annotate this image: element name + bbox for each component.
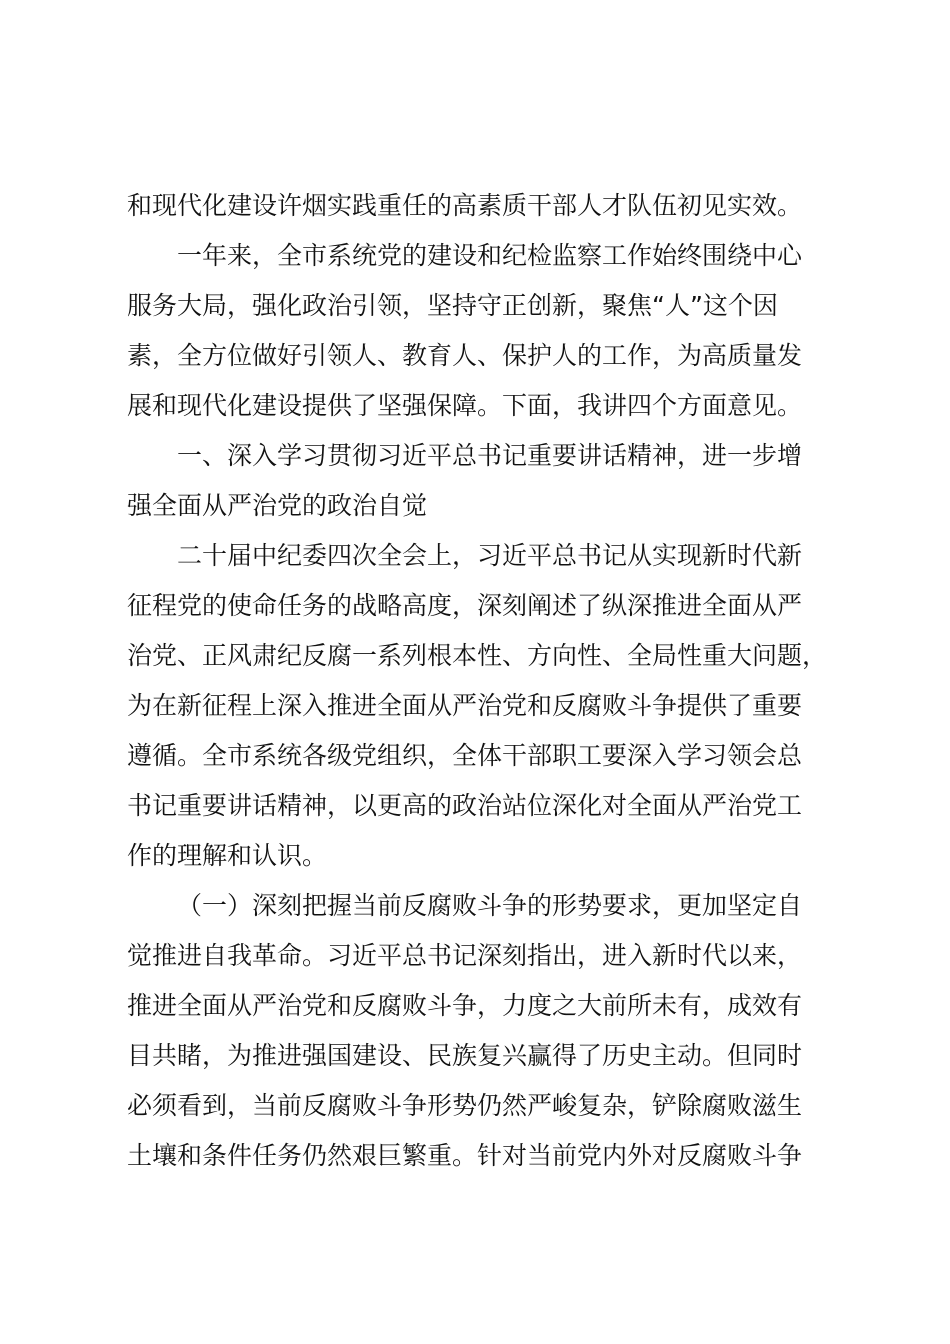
text-line: （一）深刻把握当前反腐败斗争的形势要求，更加坚定自 xyxy=(177,891,803,920)
text-line: 推进全面从严治党和反腐败斗争，力度之大前所未有，成效有 xyxy=(127,991,803,1020)
text-line: 和现代化建设许烟实践重任的高素质干部人才队伍初见实效。 xyxy=(127,191,803,220)
text-line: 服务大局，强化政治引领，坚持守正创新，聚焦“人”这个因 xyxy=(127,291,778,320)
text-line: 素，全方位做好引领人、教育人、保护人的工作，为高质量发 xyxy=(127,341,803,370)
text-line: 遵循。全市系统各级党组织，全体干部职工要深入学习领会总 xyxy=(127,741,803,770)
text-line: 展和现代化建设提供了坚强保障。下面，我讲四个方面意见。 xyxy=(127,391,803,420)
text-line: 目共睹，为推进强国建设、民族复兴赢得了历史主动。但同时 xyxy=(127,1041,803,1070)
text-line: 觉推进自我革命。习近平总书记深刻指出，进入新时代以来， xyxy=(127,941,803,970)
text-line: 书记重要讲话精神，以更高的政治站位深化对全面从严治党工 xyxy=(127,791,803,820)
text-line: 征程党的使命任务的战略高度，深刻阐述了纵深推进全面从严 xyxy=(127,591,803,620)
text-line: 必须看到，当前反腐败斗争形势仍然严峻复杂，铲除腐败滋生 xyxy=(127,1091,803,1120)
text-line: 土壤和条件任务仍然艰巨繁重。针对当前党内外对反腐败斗争 xyxy=(127,1141,803,1170)
section-heading-line: 强全面从严治党的政治自觉 xyxy=(127,491,428,520)
text-line: 作的理解和认识。 xyxy=(127,841,328,870)
text-line: 一年来，全市系统党的建设和纪检监察工作始终围绕中心 xyxy=(177,241,803,270)
text-line: 二十届中纪委四次全会上，习近平总书记从实现新时代新 xyxy=(177,541,803,570)
text-line: 为在新征程上深入推进全面从严治党和反腐败斗争提供了重要 xyxy=(127,691,803,720)
section-heading-line: 一、深入学习贯彻习近平总书记重要讲话精神，进一步增 xyxy=(177,441,803,470)
text-line: 治党、正风肃纪反腐一系列根本性、方向性、全局性重大问题， xyxy=(127,641,828,670)
